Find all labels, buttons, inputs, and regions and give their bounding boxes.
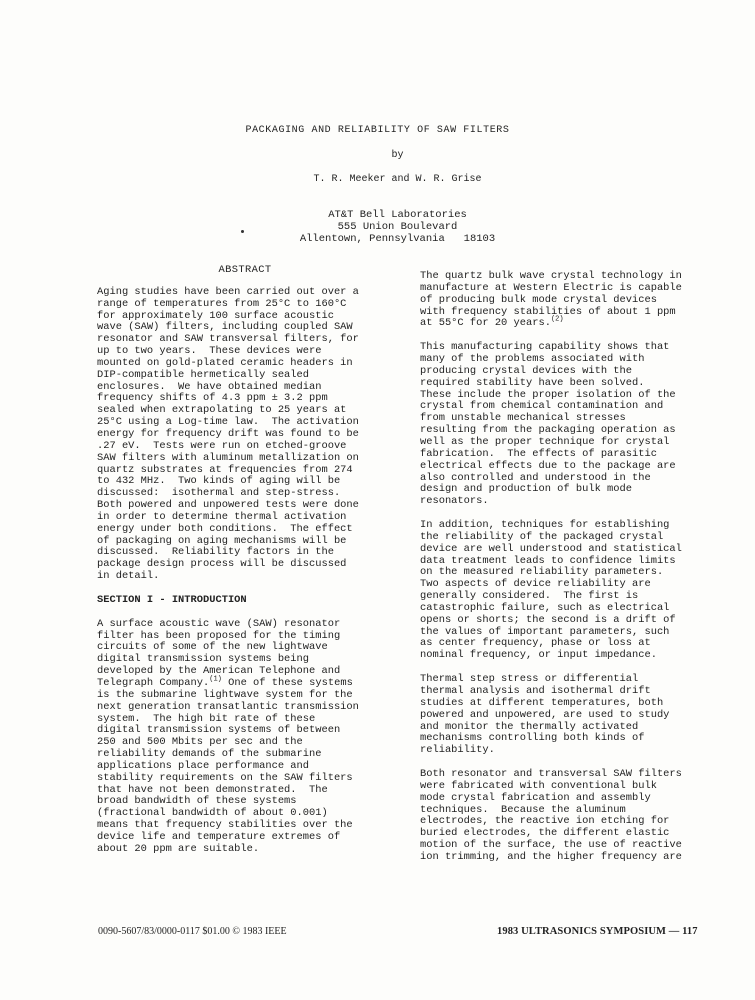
- text-line: manufacture at Western Electric is capable: [420, 281, 682, 294]
- text-line: wave (SAW) filters, including coupled SAW: [97, 321, 353, 334]
- text-line: electrical effects due to the package are: [420, 459, 676, 472]
- text-line: Two aspects of device reliability are: [420, 578, 651, 591]
- text-line: range of temperatures from 25°C to 160°C: [97, 297, 347, 310]
- text-line: studies at different temperatures, both: [420, 696, 664, 709]
- affiliation-line: Allentown, Pennsylvania 18103: [299, 233, 496, 245]
- text-line: generally considered. The first is: [420, 590, 639, 603]
- text-line: mounted on gold-plated ceramic headers in: [97, 356, 353, 369]
- text-line: of packaging on aging mechanisms will be: [97, 534, 347, 547]
- text-line: quartz substrates at frequencies from 274: [97, 463, 353, 476]
- text-line: developed by the American Telephone and: [97, 665, 341, 678]
- text-line: that have not been demonstrated. The: [97, 783, 328, 796]
- text-line: mode crystal fabrication and assembly: [420, 791, 651, 804]
- text-line: for approximately 100 surface acoustic: [97, 309, 334, 322]
- text-line: Telegraph Company.$^{(1)}$ One of these systems: [97, 675, 353, 689]
- text-line: applications place performance and: [97, 759, 310, 772]
- text-line: discussed: isothermal and step-stress.: [97, 487, 341, 500]
- text-line: ion trimming, and the higher frequency are: [420, 850, 682, 863]
- text-line: producing crystal devices with the: [420, 364, 633, 377]
- text-line: catastrophic failure, such as electrical: [420, 601, 670, 614]
- paper-title: PACKAGING AND RELIABILITY OF SAW FILTERS: [245, 125, 510, 136]
- text-line: Both powered and unpowered tests were done: [97, 499, 359, 512]
- text-line: Aging studies have been carried out over a: [97, 285, 359, 298]
- text-line: up to two years. These devices were: [97, 345, 322, 358]
- text-line: many of the problems associated with: [420, 353, 645, 366]
- text-line: motion of the surface, the use of reactive: [420, 839, 682, 852]
- text-line: nominal frequency, or input impedance.: [420, 649, 657, 662]
- text-line: mechanisms controlling both kinds of: [420, 732, 645, 745]
- text-line: digital transmission systems being: [97, 653, 310, 666]
- body-paragraph: [420, 271, 712, 330]
- text-line: energy for frequency drift was found to be: [97, 427, 359, 440]
- text-line: were fabricated with conventional bulk: [420, 779, 657, 792]
- text-line: design and production of bulk mode: [420, 483, 633, 496]
- text-line: filter has been proposed for the timing: [97, 629, 341, 642]
- abstract-body: [97, 287, 393, 583]
- text-line: reliability demands of the submarine: [97, 748, 322, 761]
- text-line: reliability.: [420, 744, 495, 757]
- affiliation-line: 555 Union Boulevard: [337, 221, 458, 233]
- section-heading: SECTION I - INTRODUCTION: [97, 593, 247, 606]
- text-line: enclosures. We have obtained median: [97, 380, 322, 393]
- text-line: about 20 ppm are suitable.: [97, 842, 260, 855]
- text-line: next generation transatlantic transmission: [97, 700, 359, 713]
- text-line: in detail.: [97, 570, 160, 583]
- text-line: A surface acoustic wave (SAW) resonator: [97, 617, 341, 630]
- stray-mark: [241, 230, 244, 233]
- by-line: by: [391, 150, 404, 161]
- text-line: from unstable mechanical stresses: [420, 412, 626, 425]
- text-line: to 432 MHz. Two kinds of aging will be: [97, 475, 341, 488]
- copyright-footer: 0090-5607/83/0000-0117 $01.00 © 1983 IEEE: [98, 926, 287, 937]
- text-line: package design process will be discussed: [97, 558, 347, 571]
- page-footer: 1983 ULTRASONICS SYMPOSIUM — 117: [497, 926, 698, 937]
- text-line: opens or shorts; the second is a drift of: [420, 613, 676, 626]
- text-line: required stability have been solved.: [420, 376, 645, 389]
- text-line: SAW filters with aluminum metallization on: [97, 451, 359, 464]
- text-line: 25°C using a Log-time law. The activation: [97, 416, 359, 429]
- text-line: also controlled and understood in the: [420, 471, 651, 484]
- text-line: This manufacturing capability shows that: [420, 341, 670, 354]
- text-line: data treatment leads to confidence limits: [420, 554, 676, 567]
- affiliation-block: [0, 209, 755, 245]
- text-line: as center frequency, phase or loss at: [420, 637, 651, 650]
- text-line: resulting from the packaging operation as: [420, 424, 676, 437]
- abstract-heading: ABSTRACT: [218, 264, 272, 276]
- body-paragraph: [420, 674, 712, 757]
- text-line: fabrication. The effects of parasitic: [420, 447, 657, 460]
- body-paragraph: [420, 769, 712, 864]
- text-line: on the measured reliability parameters.: [420, 566, 664, 579]
- text-line: frequency shifts of 4.3 ppm ± 3.2 ppm: [97, 392, 328, 405]
- text-line: 250 and 500 Mbits per sec and the: [97, 736, 303, 749]
- text-line: DIP-compatible hermetically sealed: [97, 368, 310, 381]
- text-line: the reliability of the packaged crystal: [420, 530, 664, 543]
- right-column: [420, 271, 712, 876]
- text-line: the values of important parameters, such: [420, 625, 670, 638]
- text-line: sealed when extrapolating to 25 years at: [97, 404, 347, 417]
- text-line: thermal analysis and isothermal drift: [420, 685, 651, 697]
- text-line: resonators.: [420, 495, 489, 508]
- text-line: These include the proper isolation of the: [420, 388, 676, 401]
- text-line: electrodes, the reactive ion etching for: [420, 815, 670, 828]
- text-line: .27 eV. Tests were run on etched-groove: [97, 439, 347, 452]
- body-paragraph: [420, 520, 712, 662]
- text-line: in order to determine thermal activation: [97, 510, 347, 523]
- text-line: discussed. Reliability factors in the: [97, 546, 334, 559]
- text-line: device life and temperature extremes of: [97, 830, 341, 843]
- text-line: Thermal step stress or differential: [420, 673, 639, 686]
- author-line: T. R. Meeker and W. R. Grise: [313, 174, 482, 185]
- text-line: with frequency stabilities of about 1 ppm: [420, 305, 676, 318]
- text-line: stability requirements on the SAW filters: [97, 771, 353, 784]
- text-line: digital transmission systems of between: [97, 724, 341, 737]
- affiliation-line: AT&T Bell Laboratories: [328, 209, 467, 221]
- text-line: The quartz bulk wave crystal technology in: [420, 270, 682, 282]
- text-line: broad bandwidth of these systems: [97, 795, 297, 808]
- left-column: [97, 265, 393, 868]
- text-line: and monitor the thermally activated: [420, 720, 639, 733]
- text-line: well as the proper technique for crystal: [420, 435, 670, 448]
- text-line: is the submarine lightwave system for the: [97, 688, 353, 701]
- text-line: system. The high bit rate of these: [97, 712, 316, 725]
- text-line: techniques. Because the aluminum: [420, 803, 626, 816]
- text-line: circuits of some of the new lightwave: [97, 641, 328, 654]
- text-line: of producing bulk mode crystal devices: [420, 293, 657, 306]
- body-paragraph: [420, 342, 712, 508]
- text-line: means that frequency stabilities over the: [97, 819, 353, 832]
- text-line: Both resonator and transversal SAW filters: [420, 768, 682, 781]
- text-line: at 55°C for 20 years.$^{(2)}$: [420, 315, 564, 330]
- text-line: device are well understood and statistical: [420, 542, 682, 555]
- text-line: powered and unpowered, are used to study: [420, 708, 670, 721]
- text-line: resonator and SAW transversal filters, for: [97, 333, 359, 346]
- text-line: crystal from chemical contamination and: [420, 400, 664, 413]
- text-line: In addition, techniques for establishing: [420, 519, 670, 532]
- text-line: (fractional bandwidth of about 0.001): [97, 807, 328, 820]
- text-line: buried electrodes, the different elastic: [420, 827, 670, 840]
- text-line: energy under both conditions. The effect: [97, 522, 353, 535]
- introduction-body: [97, 619, 393, 856]
